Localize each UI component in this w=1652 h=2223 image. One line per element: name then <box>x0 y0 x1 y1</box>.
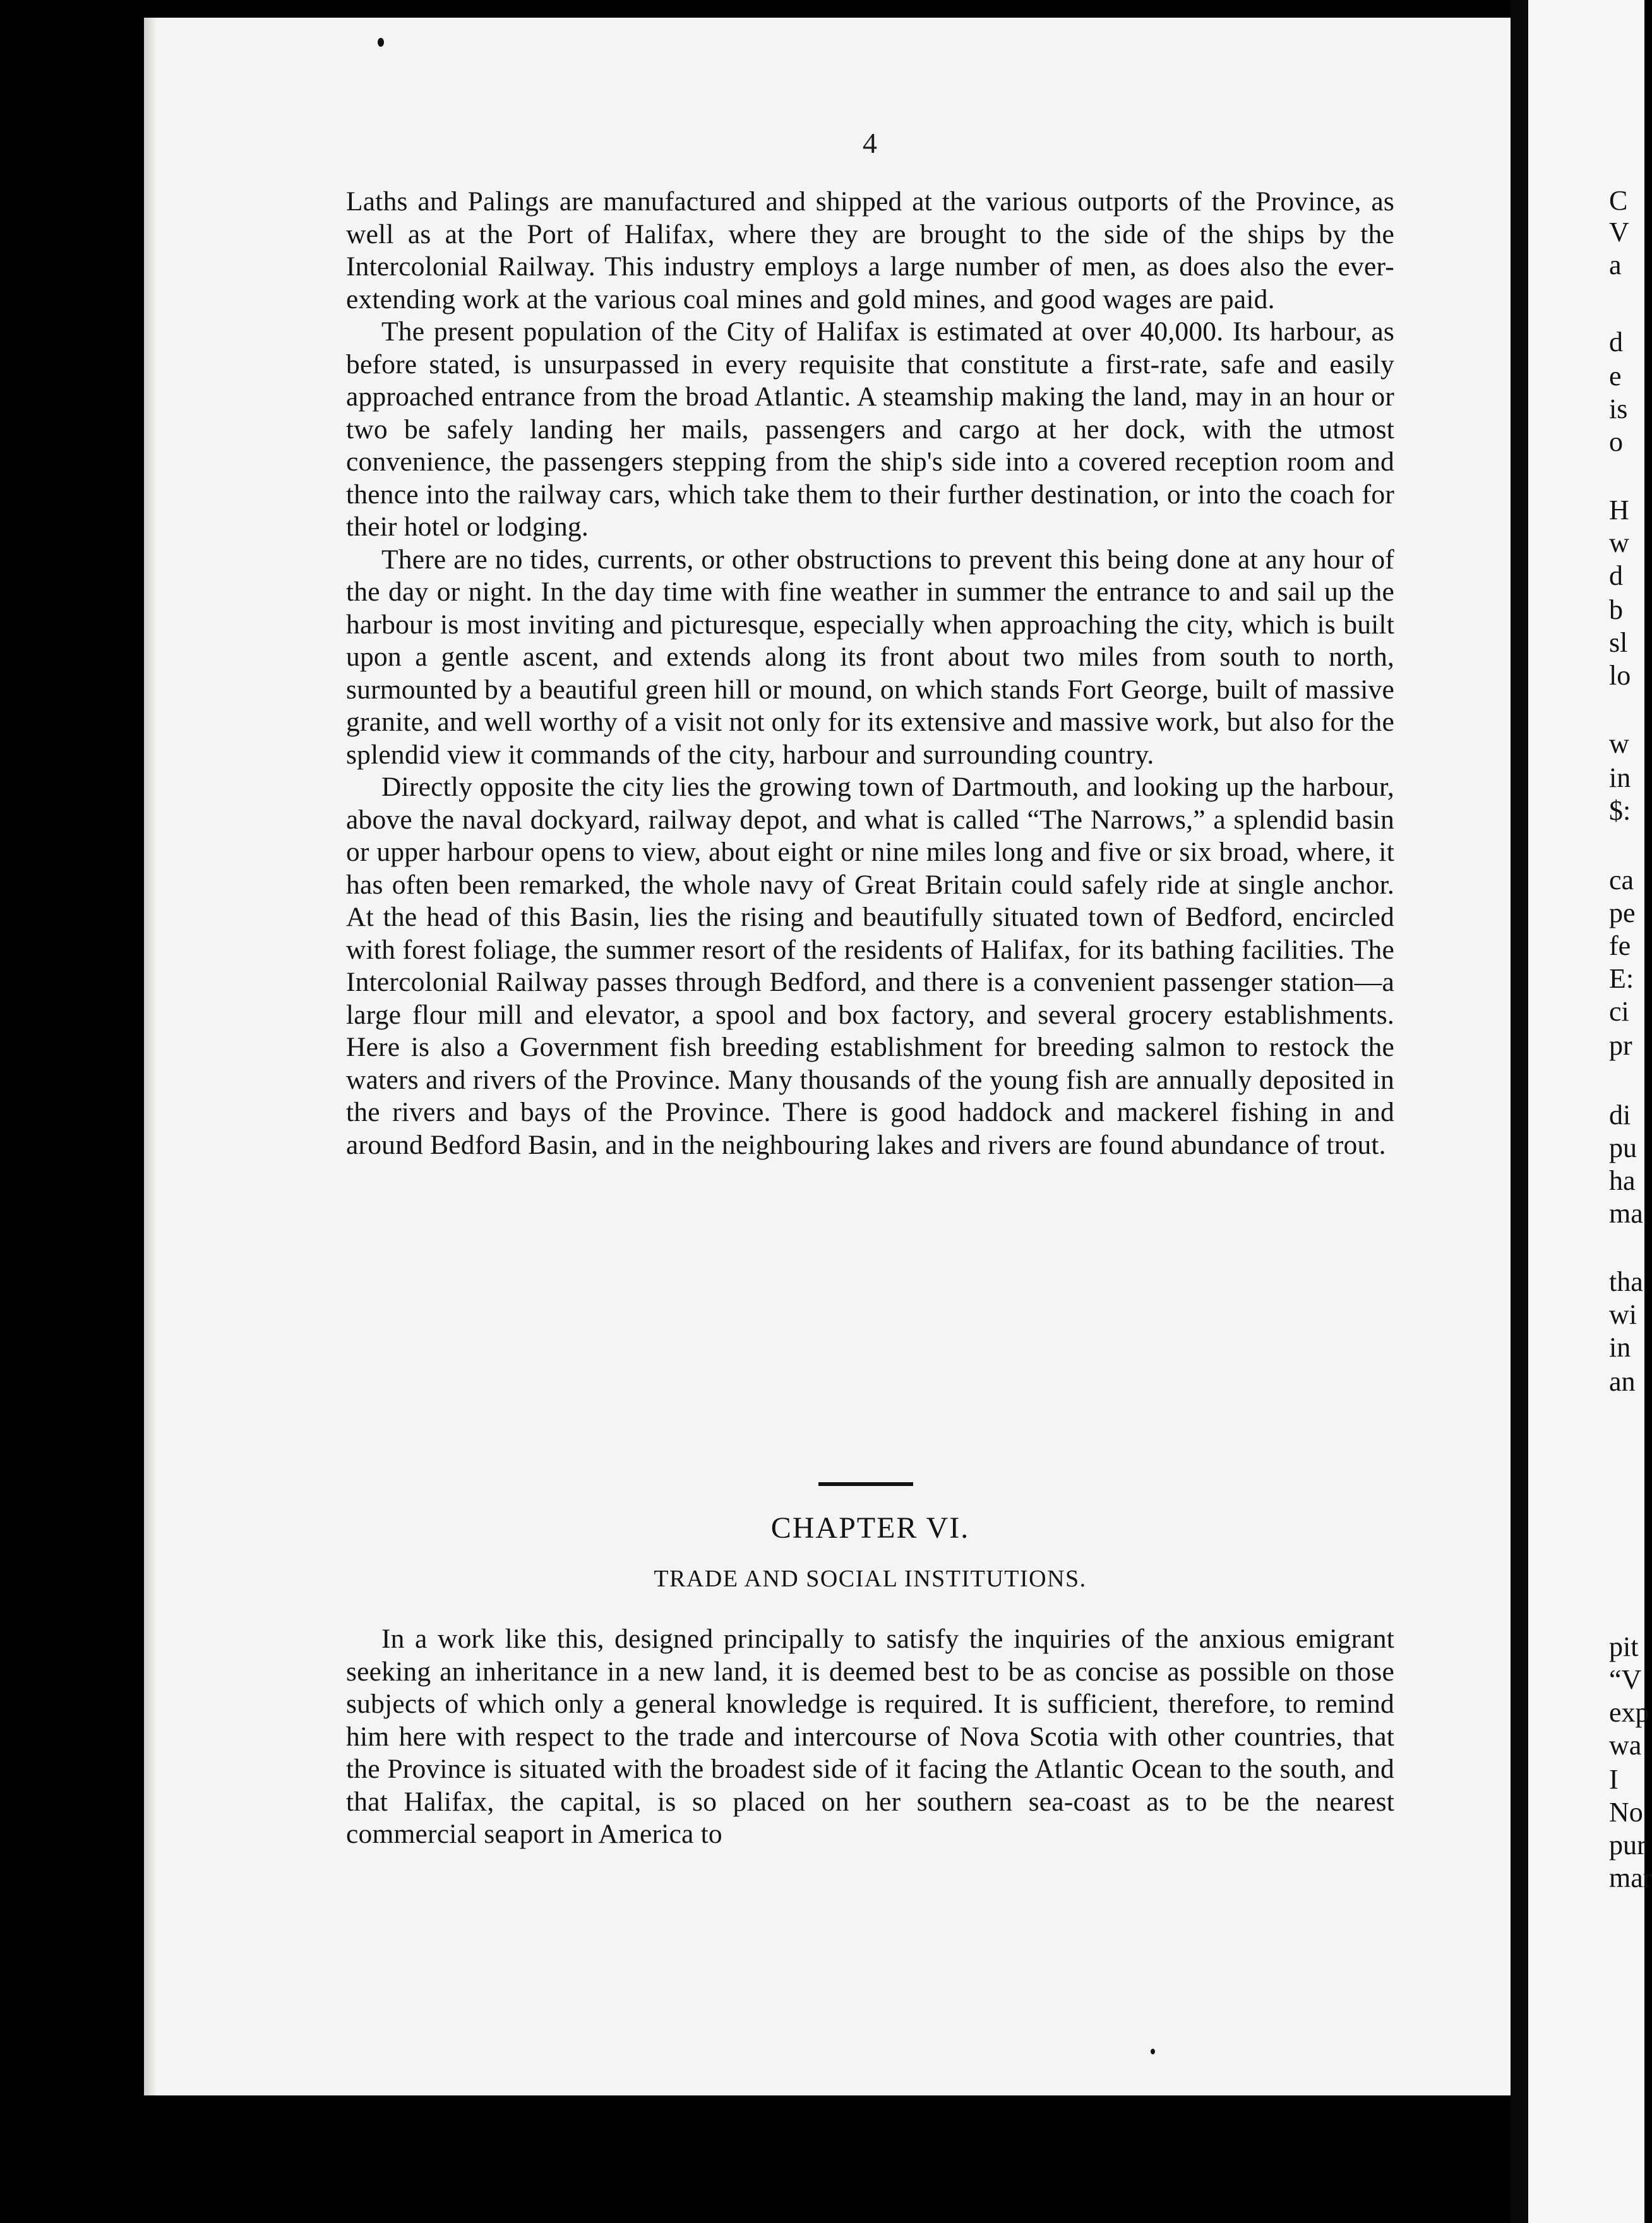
facing-page-fragment: I <box>1609 1764 1619 1795</box>
paragraph: The present population of the City of Halifax is estimated at over 40,000. Its harbour, as before stated, is unsurpassed in every requisite that constitute a first-rate, safe and easily approached entrance from the broad Atlantic. A steamship making the land, may in an hour or two be safely landing her mails, passengers and cargo at her dock, with the utmost convenience, the passengers stepping from the ship's side into a covered reception room and thence into the railway cars, which take them to their further destination, or into the coach for their hotel or lodging. <box>346 316 1394 542</box>
facing-page-fragment: “V <box>1609 1664 1642 1695</box>
facing-page-fragment: is <box>1609 393 1628 424</box>
facing-page-fragment: b <box>1609 594 1623 625</box>
facing-page-fragment: sl <box>1609 627 1628 658</box>
facing-page-fragment: a <box>1609 249 1622 280</box>
main-text-block <box>346 186 1394 1161</box>
facing-page-fragment: $: <box>1609 795 1631 826</box>
facing-page-fragment: fe <box>1609 930 1631 961</box>
chapter-title: CHAPTER VI. <box>770 1511 970 1545</box>
facing-page-fragment: pit <box>1609 1631 1639 1662</box>
facing-page-fragment: tha <box>1609 1266 1643 1297</box>
facing-page-fragment: d <box>1609 327 1623 357</box>
facing-page-fragment: w <box>1609 728 1629 759</box>
facing-page-fragment: pur <box>1609 1830 1646 1860</box>
facing-page-fragment: exp <box>1609 1697 1649 1728</box>
facing-page-fragment: di <box>1609 1100 1631 1130</box>
facing-page-fragment: pu <box>1609 1132 1637 1163</box>
ink-speck <box>378 38 384 47</box>
paragraph: There are no tides, currents, or other obstructions to prevent this being done at any hour of the day or night. In the day time with fine weather in summer the entrance to and sail up the harbour is most inviting and picturesque, especially when approaching the city, which is built upon a gentle ascent, and extends along its front about two miles from south to north, surmounted by a beautiful green hill or mound, on which stands Fort George, built of massive granite, and well worthy of a visit not only for its extensive and massive work, but also for the splendid view it commands of the city, harbour and surrounding country. <box>346 544 1394 770</box>
facing-page-fragment: in <box>1609 762 1631 793</box>
facing-page-fragment: wa <box>1609 1730 1642 1761</box>
facing-page-fragment: No <box>1609 1797 1643 1828</box>
facing-page-fragment: mar <box>1609 1862 1652 1893</box>
facing-page-fragment: C <box>1609 185 1628 216</box>
facing-page-fragment: w <box>1609 527 1629 558</box>
facing-page-fragment: ha <box>1609 1165 1636 1196</box>
facing-page-fragment: e <box>1609 361 1622 392</box>
section-divider <box>818 1482 913 1486</box>
facing-page-fragment: lo <box>1609 660 1631 691</box>
paragraph: Laths and Palings are manufactured and shipped at the various outports of the Province, as well as at the Port of Halifax, where they are brought to the side of the ships by the Intercolonial Railway. This industry employs a large number of men, as does also the ever-extending work at the various coal mines and gold mines, and good wages are paid. <box>346 186 1394 315</box>
facing-page-fragment: an <box>1609 1366 1636 1397</box>
facing-page-fragment: d <box>1609 560 1623 591</box>
page-edge-shadow <box>144 18 157 2095</box>
facing-page-fragment: E: <box>1609 963 1634 994</box>
facing-page-fragment: V <box>1609 217 1629 248</box>
facing-page-fragment: pr <box>1609 1030 1632 1061</box>
facing-page-fragment: pe <box>1609 897 1636 928</box>
paragraph: Directly opposite the city lies the growing town of Dartmouth, and looking up the harbour, above the naval dockyard, railway depot, and what is called “The Narrows,” a splendid basin or upper harbour opens to view, about eight or nine miles long and five or six broad, where, it has often been remarked, the whole navy of Great Britain could safely ride at single anchor. At the head of this Basin, lies the rising and beautifully situated town of Bedford, encircled with forest foliage, the summer resort of the residents of Halifax, for its bathing facilities. The Intercolonial Railway passes through Bedford, and there is a convenient passenger station—a large flour mill and elevator, a spool and box factory, and several grocery establishments. Here is also a Government fish breeding establishment for breeding salmon to restock the waters and rivers of the Province. Many thousands of the young fish are annually deposited in the rivers and bays of the Province. There is good haddock and mackerel fishing in and around Bedford Basin, and in the neighbouring lakes and rivers are found abundance of trout. <box>346 772 1394 1160</box>
chapter-subtitle: TRADE AND SOCIAL INSTITUTIONS. <box>654 1566 1087 1592</box>
facing-page-fragment: o <box>1609 426 1623 457</box>
facing-page-fragment: ca <box>1609 865 1634 896</box>
chapter-text-block <box>346 1623 1394 1851</box>
facing-page-fragment: ma <box>1609 1198 1643 1229</box>
facing-page-fragment: H <box>1609 494 1629 525</box>
facing-page-fragment: ci <box>1609 996 1629 1027</box>
ink-speck <box>1151 2049 1155 2054</box>
facing-page-fragment: wi <box>1609 1299 1637 1330</box>
facing-page-fragment: in <box>1609 1332 1631 1363</box>
paragraph: In a work like this, designed principally to satisfy the inquiries of the anxious emigrant seeking an inheritance in a new land, it is deemed best to be as concise as possible on those subjects of which only a general knowledge is required. It is sufficient, therefore, to remind him here with respect to the trade and intercourse of Nova Scotia with other countries, that the Province is situated with the broadest side of it facing the Atlantic Ocean to the south, and that Halifax, the capital, is so placed on her southern sea-coast as to be the nearest commercial seaport in America to <box>346 1624 1394 1849</box>
page-number: 4 <box>863 127 877 159</box>
